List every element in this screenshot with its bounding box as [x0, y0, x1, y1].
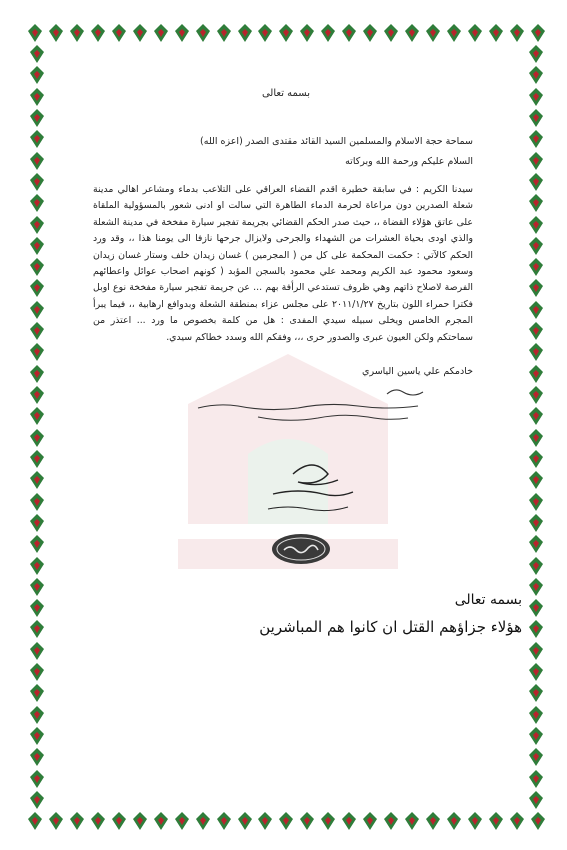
border-ornament — [527, 129, 545, 149]
border-ornament — [527, 108, 545, 128]
letter-recipient: سماحة حجة الاسلام والمسلمين السيد القائد مقتدى الصدر (اعزه الله) — [200, 136, 473, 147]
border-ornament — [466, 23, 484, 43]
border-ornament — [527, 406, 545, 426]
border-ornament — [68, 811, 86, 831]
border-ornament — [28, 87, 46, 107]
border-ornament — [445, 811, 463, 831]
decorative-border-right — [525, 44, 547, 810]
border-ornament — [487, 23, 505, 43]
border-ornament — [215, 811, 233, 831]
border-ornament — [527, 172, 545, 192]
border-ornament — [28, 534, 46, 554]
border-ornament — [277, 23, 295, 43]
border-ornament — [194, 23, 212, 43]
border-ornament — [527, 534, 545, 554]
border-ornament — [236, 811, 254, 831]
border-ornament — [527, 364, 545, 384]
border-ornament — [487, 811, 505, 831]
border-ornament — [131, 811, 149, 831]
border-ornament — [424, 23, 442, 43]
border-ornament — [47, 23, 65, 43]
border-ornament — [28, 705, 46, 725]
border-ornament — [529, 811, 547, 831]
caption-verdict: هؤلاء جزاؤهم القتل ان كانوا هم المباشرين — [259, 618, 522, 636]
border-ornament — [28, 44, 46, 64]
border-ornament — [298, 23, 316, 43]
border-ornament — [527, 492, 545, 512]
letter-body: سيدنا الكريم : في سابقة خطيرة اقدم القضاء العراقي على التلاعب بدماء ومشاعر اهالي مدينة شعلة الصدرين دون مراعاة لحرمة الدماء الطاهرة التي سالت او ادنى شعور بالمسؤولية الملقاة على عاتق هؤلاء القضاة ،، حيث صدر الحكم القضائي بجريمة تفجير سيارة مفخخة في مدينة الشعلة والذي اودى بحياة العشرات من الشهداء والجرحى ولايزال جرحها نازفا الى يومنا هذا ،، وقد ورد الحكم كالآتي : حكمت المحكمة على كل من ( المجرمين ) غسان زيدان خلف وستار غسان زيدان وسعود محمود عبد الكريم ومحمد علي محمود بالسجن المؤبد ( كونهم اصحاب عوائل واعطائهم الفرصة لاصلاح ذاتهم وهي ظروف تستدعي الرأفة بهم ... عن جريمة تفجير سيارة مفخخة نوع اوبل فكترا حمراء اللون بتاريخ ٢٠١١/١/٢٧ على مجلس عزاء بمنطقة الشعلة وبدوافع ارهابية ،، فيما يبرأ المجرم الخامس ويخلى سبيله سيدي المفدى : هل من كلمة بخصوص ما ورد ... اعتذر من سماحتكم ولكن العيون عبرى والصدور حرى ،،، وفقكم الله وسدد خطاكم سيدي. — [93, 184, 473, 343]
border-ornament — [68, 23, 86, 43]
border-ornament — [527, 577, 545, 597]
border-ornament — [28, 470, 46, 490]
border-ornament — [28, 342, 46, 362]
border-ornament — [28, 321, 46, 341]
border-ornament — [28, 492, 46, 512]
border-ornament — [28, 215, 46, 235]
border-ornament — [28, 129, 46, 149]
border-ornament — [173, 811, 191, 831]
border-ornament — [277, 811, 295, 831]
border-ornament — [361, 811, 379, 831]
border-ornament — [527, 641, 545, 661]
border-ornament — [28, 662, 46, 682]
border-ornament — [445, 23, 463, 43]
border-ornament — [28, 513, 46, 533]
border-ornament — [47, 811, 65, 831]
handwritten-note — [178, 384, 428, 434]
border-ornament — [527, 513, 545, 533]
border-ornament — [527, 87, 545, 107]
border-ornament — [403, 811, 421, 831]
border-ornament — [28, 428, 46, 448]
border-ornament — [527, 747, 545, 767]
border-ornament — [527, 726, 545, 746]
border-ornament — [215, 23, 233, 43]
border-ornament — [527, 193, 545, 213]
border-ornament — [28, 769, 46, 789]
border-ornament — [319, 23, 337, 43]
border-ornament — [361, 23, 379, 43]
border-ornament — [89, 23, 107, 43]
border-ornament — [527, 385, 545, 405]
border-ornament — [28, 364, 46, 384]
border-ornament — [131, 23, 149, 43]
border-ornament — [194, 811, 212, 831]
border-ornament — [382, 23, 400, 43]
border-ornament — [28, 598, 46, 618]
border-ornament — [527, 428, 545, 448]
border-ornament — [28, 65, 46, 85]
border-ornament — [527, 65, 545, 85]
border-ornament — [466, 811, 484, 831]
border-ornament — [28, 108, 46, 128]
border-ornament — [382, 811, 400, 831]
seal-stamp — [270, 532, 332, 566]
letter-bismillah: بسمه تعالى — [261, 88, 310, 99]
border-ornament — [527, 769, 545, 789]
border-ornament — [527, 321, 545, 341]
border-ornament — [28, 193, 46, 213]
border-ornament — [527, 598, 545, 618]
border-ornament — [527, 619, 545, 639]
border-ornament — [527, 257, 545, 277]
border-ornament — [527, 300, 545, 320]
border-ornament — [28, 641, 46, 661]
border-ornament — [28, 278, 46, 298]
border-ornament — [319, 811, 337, 831]
border-ornament — [28, 556, 46, 576]
border-ornament — [28, 172, 46, 192]
border-ornament — [28, 790, 46, 810]
border-ornament — [28, 257, 46, 277]
border-ornament — [26, 23, 44, 43]
border-ornament — [527, 151, 545, 171]
border-ornament — [527, 683, 545, 703]
border-ornament — [28, 449, 46, 469]
border-ornament — [424, 811, 442, 831]
border-ornament — [340, 811, 358, 831]
signature — [253, 454, 363, 524]
border-ornament — [527, 342, 545, 362]
border-ornament — [527, 790, 545, 810]
border-ornament — [527, 449, 545, 469]
border-ornament — [527, 705, 545, 725]
border-ornament — [28, 619, 46, 639]
border-ornament — [28, 683, 46, 703]
border-ornament — [28, 406, 46, 426]
border-ornament — [527, 556, 545, 576]
decorative-border-top — [26, 22, 547, 44]
border-ornament — [110, 811, 128, 831]
border-ornament — [527, 662, 545, 682]
letter-signoff: خادمكم علي ياسين الياسري — [362, 366, 473, 377]
border-ornament — [256, 811, 274, 831]
border-ornament — [508, 811, 526, 831]
border-ornament — [28, 236, 46, 256]
border-ornament — [527, 236, 545, 256]
border-ornament — [28, 385, 46, 405]
border-ornament — [340, 23, 358, 43]
decorative-border-left — [26, 44, 48, 810]
border-ornament — [173, 23, 191, 43]
border-ornament — [236, 23, 254, 43]
border-ornament — [152, 23, 170, 43]
border-ornament — [508, 23, 526, 43]
border-ornament — [529, 23, 547, 43]
letter-page — [48, 44, 525, 810]
caption-bismillah: بسمه تعالى — [454, 592, 522, 608]
decorative-border-bottom — [26, 810, 547, 832]
border-ornament — [298, 811, 316, 831]
letter-greeting: السلام عليكم ورحمة الله وبركاته — [345, 156, 473, 167]
border-ornament — [527, 44, 545, 64]
border-ornament — [28, 747, 46, 767]
border-ornament — [89, 811, 107, 831]
border-ornament — [110, 23, 128, 43]
border-ornament — [403, 23, 421, 43]
border-ornament — [26, 811, 44, 831]
border-ornament — [256, 23, 274, 43]
border-ornament — [28, 300, 46, 320]
border-ornament — [152, 811, 170, 831]
border-ornament — [28, 577, 46, 597]
border-ornament — [28, 726, 46, 746]
border-ornament — [527, 215, 545, 235]
border-ornament — [28, 151, 46, 171]
border-ornament — [527, 470, 545, 490]
border-ornament — [527, 278, 545, 298]
